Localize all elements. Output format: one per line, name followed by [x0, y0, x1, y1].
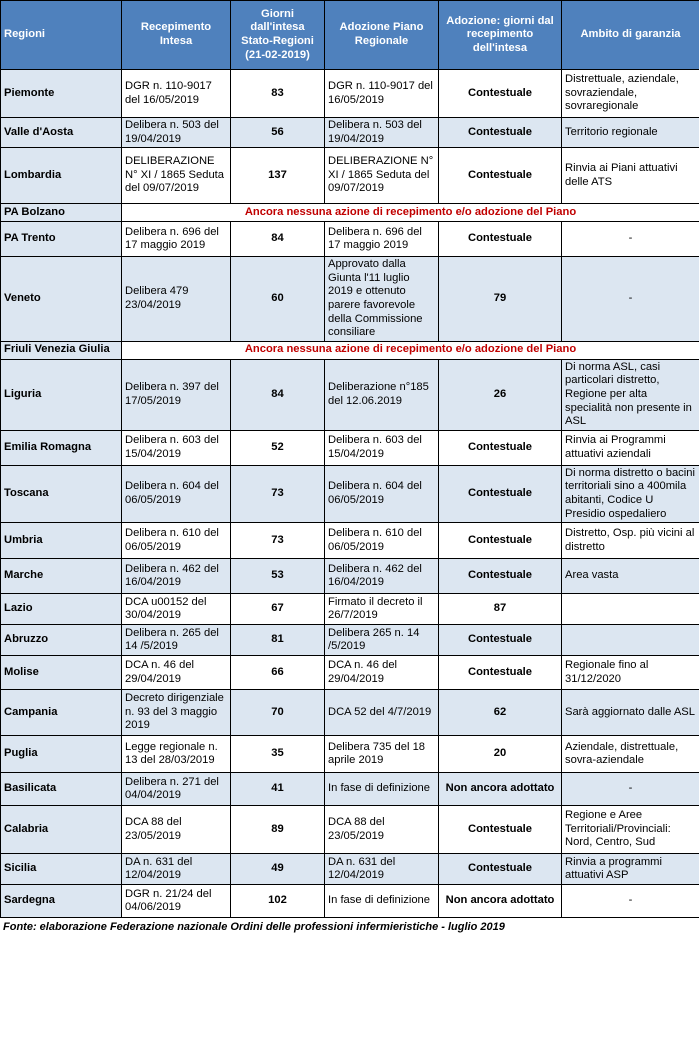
giorni-adozione-cell: Contestuale [439, 854, 562, 885]
recepimento-cell: Delibera n. 503 del 19/04/2019 [122, 118, 231, 148]
ambito-cell: Territorio regionale [562, 118, 699, 148]
recepimento-cell: Delibera n. 462 del 16/04/2019 [122, 559, 231, 594]
adozione-cell: DGR n. 110-9017 del 16/05/2019 [325, 70, 439, 118]
ambito-cell: Rinvia a programmi attuativi ASP [562, 854, 699, 885]
table-row [1, 854, 699, 885]
recepimento-cell: Delibera 479 23/04/2019 [122, 257, 231, 342]
table-row [1, 559, 699, 594]
adozione-cell: Deliberazione n°185 del 12.06.2019 [325, 359, 439, 430]
header-recepimento: Recepimento Intesa [122, 1, 231, 70]
giorni-cell: 67 [231, 594, 325, 625]
ambito-cell: Di norma distretto o bacini territoriali sino a 400mila abitanti, Codice U Presidio ospedaliero [562, 465, 699, 522]
region-cell: Calabria [1, 806, 122, 854]
region-cell: Basilicata [1, 773, 122, 806]
giorni-cell: 56 [231, 118, 325, 148]
ambito-cell: Sarà aggiornato dalle ASL [562, 690, 699, 736]
giorni-adozione-cell: Contestuale [439, 625, 562, 656]
recepimento-cell: DELIBERAZIONE N° XI / 1865 Seduta del 09/07/2019 [122, 148, 231, 204]
adozione-cell: Firmato il decreto il 26/7/2019 [325, 594, 439, 625]
giorni-cell: 102 [231, 885, 325, 918]
recepimento-cell: DGR n. 110-9017 del 16/05/2019 [122, 70, 231, 118]
adozione-cell: Delibera n. 462 del 16/04/2019 [325, 559, 439, 594]
giorni-adozione-cell: Contestuale [439, 430, 562, 465]
ambito-cell: Regione e Aree Territoriali/Provinciali: Nord, Centro, Sud [562, 806, 699, 854]
giorni-cell: 73 [231, 465, 325, 522]
ambito-cell: Distretto, Osp. più vicini al distretto [562, 523, 699, 559]
giorni-adozione-cell: Non ancora adottato [439, 885, 562, 918]
giorni-adozione-cell: Contestuale [439, 559, 562, 594]
region-cell: Emilia Romagna [1, 430, 122, 465]
header-giorni-adozione: Adozione: giorni dal recepimento dell'intesa [439, 1, 562, 70]
header-giorni: Giorni dall'intesa Stato-Regioni (21-02-2019) [231, 1, 325, 70]
recepimento-cell: DCA n. 46 del 29/04/2019 [122, 656, 231, 690]
giorni-cell: 84 [231, 359, 325, 430]
giorni-adozione-cell: 79 [439, 257, 562, 342]
table-row [1, 523, 699, 559]
ambito-cell: - [562, 773, 699, 806]
adozione-cell: DCA n. 46 del 29/04/2019 [325, 656, 439, 690]
notice-cell: Ancora nessuna azione di recepimento e/o adozione del Piano [122, 204, 699, 222]
recepimento-cell: DCA u00152 del 30/04/2019 [122, 594, 231, 625]
giorni-cell: 66 [231, 656, 325, 690]
adozione-cell: DCA 88 del 23/05/2019 [325, 806, 439, 854]
table-row [1, 736, 699, 773]
adozione-cell: Approvato dalla Giunta l'11 luglio 2019 e ottenuto parere favorevole della Commissione consiliare [325, 257, 439, 342]
giorni-adozione-cell: 26 [439, 359, 562, 430]
header-regioni: Regioni [1, 1, 122, 70]
giorni-cell: 81 [231, 625, 325, 656]
giorni-cell: 52 [231, 430, 325, 465]
giorni-cell: 41 [231, 773, 325, 806]
giorni-adozione-cell: Contestuale [439, 70, 562, 118]
ambito-cell: - [562, 885, 699, 918]
ambito-cell [562, 625, 699, 656]
region-cell: Piemonte [1, 70, 122, 118]
ambito-cell: Rinvia ai Programmi attuativi aziendali [562, 430, 699, 465]
region-cell: Lombardia [1, 148, 122, 204]
giorni-cell: 84 [231, 222, 325, 257]
ambito-cell: Regionale fino al 31/12/2020 [562, 656, 699, 690]
region-cell: Marche [1, 559, 122, 594]
adozione-cell: Delibera n. 610 del 06/05/2019 [325, 523, 439, 559]
adozione-cell: In fase di definizione [325, 885, 439, 918]
giorni-adozione-cell: 87 [439, 594, 562, 625]
recepimento-cell: Delibera n. 397 del 17/05/2019 [122, 359, 231, 430]
table-row [1, 656, 699, 690]
ambito-cell: Rinvia ai Piani attuativi delle ATS [562, 148, 699, 204]
recepimento-cell: Delibera n. 271 del 04/04/2019 [122, 773, 231, 806]
giorni-adozione-cell: Contestuale [439, 465, 562, 522]
giorni-cell: 35 [231, 736, 325, 773]
region-cell: Molise [1, 656, 122, 690]
giorni-adozione-cell: Non ancora adottato [439, 773, 562, 806]
recepimento-cell: DGR n. 21/24 del 04/06/2019 [122, 885, 231, 918]
region-cell: Abruzzo [1, 625, 122, 656]
recepimento-cell: DCA 88 del 23/05/2019 [122, 806, 231, 854]
giorni-cell: 70 [231, 690, 325, 736]
recepimento-cell: Delibera n. 604 del 06/05/2019 [122, 465, 231, 522]
recepimento-cell: Delibera n. 265 del 14 /5/2019 [122, 625, 231, 656]
giorni-cell: 53 [231, 559, 325, 594]
table-row [1, 773, 699, 806]
header-adozione: Adozione Piano Regionale [325, 1, 439, 70]
region-cell: Lazio [1, 594, 122, 625]
table-row [1, 594, 699, 625]
source-footer: Fonte: elaborazione Federazione nazionale Ordini delle professioni infermieristiche - luglio 2019 [3, 921, 505, 934]
table-row [1, 690, 699, 736]
adozione-cell: Delibera 265 n. 14 /5/2019 [325, 625, 439, 656]
adozione-cell: Delibera n. 603 del 15/04/2019 [325, 430, 439, 465]
adozione-cell: Delibera n. 604 del 06/05/2019 [325, 465, 439, 522]
giorni-cell: 60 [231, 257, 325, 342]
adozione-cell: DELIBERAZIONE N° XI / 1865 Seduta del 09/07/2019 [325, 148, 439, 204]
region-cell: Campania [1, 690, 122, 736]
giorni-cell: 83 [231, 70, 325, 118]
recepimento-cell: Legge regionale n. 13 del 28/03/2019 [122, 736, 231, 773]
region-cell: Friuli Venezia Giulia [1, 341, 122, 359]
header-ambito: Ambito di garanzia [562, 1, 699, 70]
table-row [1, 257, 699, 342]
region-cell: Sicilia [1, 854, 122, 885]
table-row [1, 341, 699, 359]
header-row [1, 1, 699, 70]
adozione-cell: Delibera n. 503 del 19/04/2019 [325, 118, 439, 148]
giorni-cell: 49 [231, 854, 325, 885]
region-cell: Liguria [1, 359, 122, 430]
table-row [1, 70, 699, 118]
recepimento-cell: Delibera n. 610 del 06/05/2019 [122, 523, 231, 559]
giorni-adozione-cell: Contestuale [439, 118, 562, 148]
adozione-cell: In fase di definizione [325, 773, 439, 806]
adozione-cell: DCA 52 del 4/7/2019 [325, 690, 439, 736]
giorni-adozione-cell: Contestuale [439, 148, 562, 204]
giorni-adozione-cell: Contestuale [439, 523, 562, 559]
recepimento-cell: DA n. 631 del 12/04/2019 [122, 854, 231, 885]
ambito-cell: Aziendale, distrettuale, sovra-aziendale [562, 736, 699, 773]
adozione-cell: Delibera n. 696 del 17 maggio 2019 [325, 222, 439, 257]
table-row [1, 222, 699, 257]
giorni-adozione-cell: Contestuale [439, 806, 562, 854]
region-cell: Veneto [1, 257, 122, 342]
ambito-cell: - [562, 257, 699, 342]
region-cell: Sardegna [1, 885, 122, 918]
region-cell: PA Bolzano [1, 204, 122, 222]
giorni-adozione-cell: 20 [439, 736, 562, 773]
adozione-cell: DA n. 631 del 12/04/2019 [325, 854, 439, 885]
region-cell: Toscana [1, 465, 122, 522]
table-row [1, 806, 699, 854]
giorni-adozione-cell: 62 [439, 690, 562, 736]
notice-cell: Ancora nessuna azione di recepimento e/o adozione del Piano [122, 341, 699, 359]
giorni-cell: 137 [231, 148, 325, 204]
region-cell: Valle d'Aosta [1, 118, 122, 148]
giorni-adozione-cell: Contestuale [439, 222, 562, 257]
ambito-cell: Di norma ASL, casi particolari distretto, Regione per alta specialità non presente in ASL [562, 359, 699, 430]
ambito-cell: Area vasta [562, 559, 699, 594]
region-cell: Umbria [1, 523, 122, 559]
table-row [1, 465, 699, 522]
recepimento-cell: Decreto dirigenziale n. 93 del 3 maggio 2019 [122, 690, 231, 736]
table-row [1, 430, 699, 465]
table-row [1, 118, 699, 148]
table-row [1, 625, 699, 656]
table-row [1, 885, 699, 918]
ambito-cell [562, 594, 699, 625]
giorni-adozione-cell: Contestuale [439, 656, 562, 690]
giorni-cell: 89 [231, 806, 325, 854]
adozione-cell: Delibera 735 del 18 aprile 2019 [325, 736, 439, 773]
recepimento-cell: Delibera n. 696 del 17 maggio 2019 [122, 222, 231, 257]
region-cell: PA Trento [1, 222, 122, 257]
region-cell: Puglia [1, 736, 122, 773]
ambito-cell: Distrettuale, aziendale, sovraziendale, sovraregionale [562, 70, 699, 118]
table-row [1, 204, 699, 222]
giorni-cell: 73 [231, 523, 325, 559]
table-row [1, 148, 699, 204]
ambito-cell: - [562, 222, 699, 257]
recepimento-cell: Delibera n. 603 del 15/04/2019 [122, 430, 231, 465]
table-row [1, 359, 699, 430]
